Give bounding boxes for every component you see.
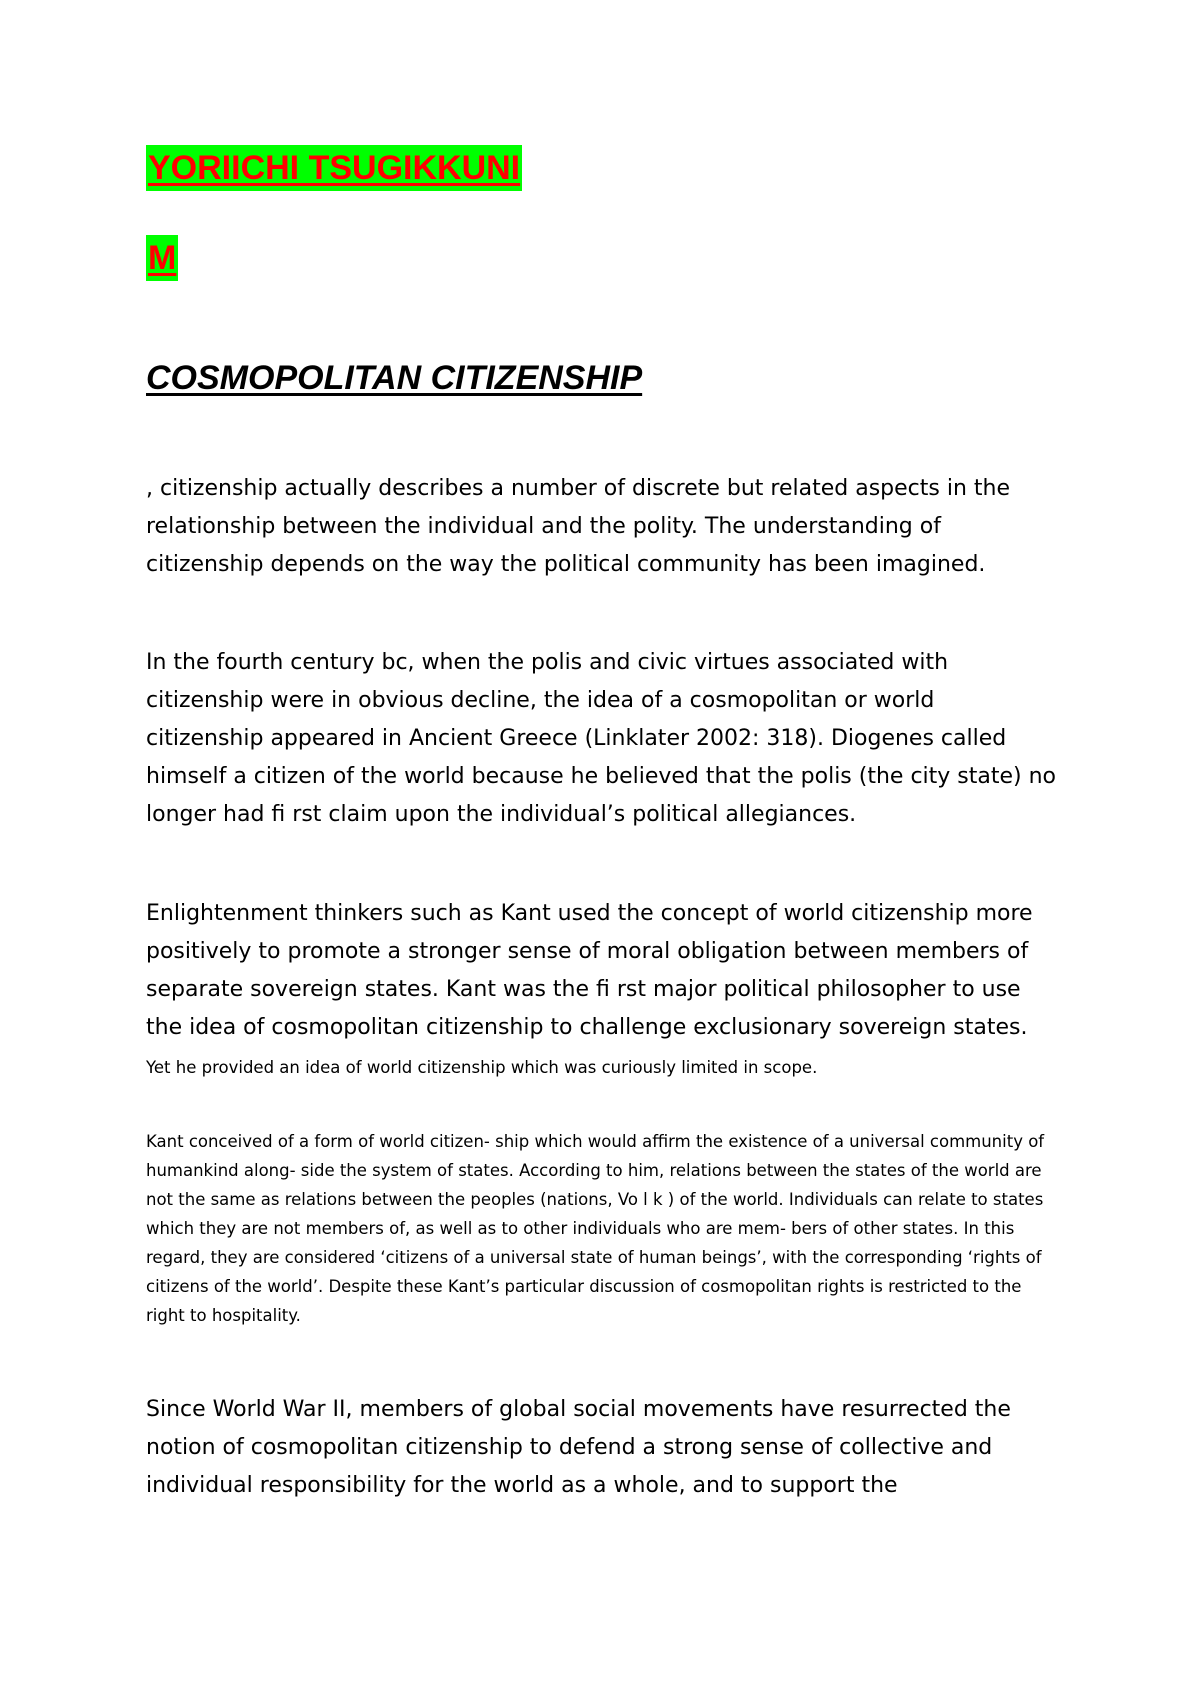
author-initial-heading: M xyxy=(146,235,178,281)
author-name-heading: YORIICHI TSUGIKKUNI xyxy=(146,145,522,191)
paragraph-enlightenment-trailing: Yet he provided an idea of world citizenship which was curiously limited in scope. xyxy=(146,1058,818,1077)
paragraph-enlightenment xyxy=(146,895,1056,1087)
paragraph-kant-world-citizenship: Kant conceived of a form of world citizen- ship which would affirm the existence of a universal community of humankind along- side the system of states. According to him, relations between the states of the world are not the same as relations between the peoples (nations, Vo l k ) of the world. Individuals can relate to states which they are not members of, as well as to other individuals who are mem- bers of other states. In this regard, they are considered ‘citizens of a universal state of human beings’, with the corresponding ‘rights of citizens of the world’. Despite these Kant’s particular discussion of cosmopolitan rights is restricted to the right to hospitality. xyxy=(146,1132,1045,1325)
paragraph-ancient-greece: In the fourth century bc, when the polis and civic virtues associated with citizenship were in obvious decline, the idea of a cosmopolitan or world citizenship appeared in Ancient Greece (Linklater 2002: 318). Diogenes called himself a citizen of the world because he believed that the polis (the city state) no longer had fi rst claim upon the individual’s political allegiances. xyxy=(146,650,1057,827)
paragraph-citizenship-definition: , citizenship actually describes a number of discrete but related aspects in the relationship between the individual and the polity. The understanding of citizenship depends on the way the political community has been imagined. xyxy=(146,476,1010,577)
paragraph-post-ww2: Since World War II, members of global social movements have resurrected the notion of cosmopolitan citizenship to defend a strong sense of collective and individual responsibility for the world as a whole, and to support the xyxy=(146,1397,1011,1498)
document-title: COSMOPOLITAN CITIZENSHIP xyxy=(146,359,643,397)
paragraph-enlightenment-main: Enlightenment thinkers such as Kant used the concept of world citizenship more positively to promote a stronger sense of moral obligation between members of separate sovereign states. Kant was the fi rst major political philosopher to use the idea of cosmopolitan citizenship to challenge exclusionary sovereign states. xyxy=(146,901,1033,1040)
